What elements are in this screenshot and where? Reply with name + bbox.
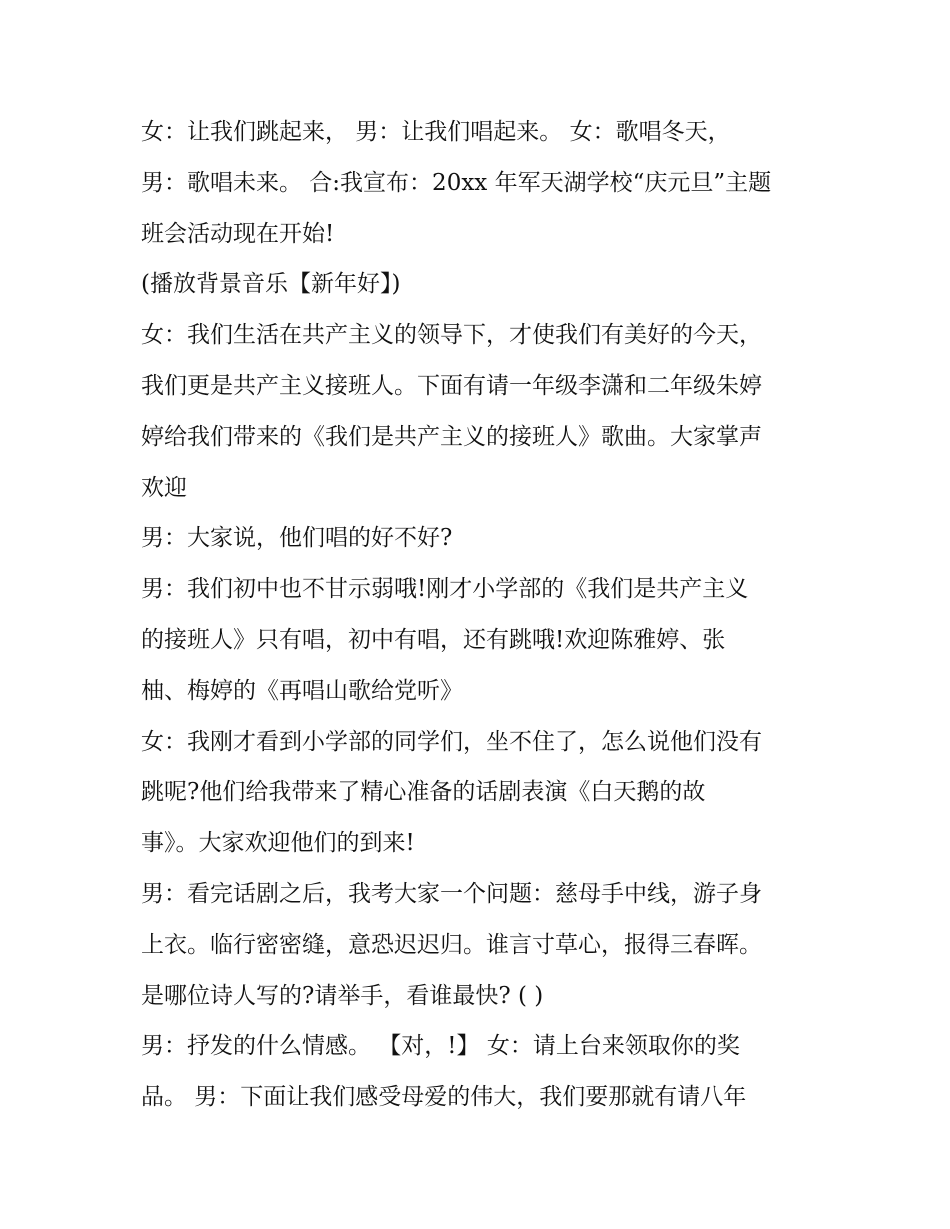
text-line: 欢迎 <box>141 474 187 501</box>
text-line: 品。 男：下面让我们感受母爱的伟大，我们要那就有请八年 <box>141 1084 747 1111</box>
document-body <box>141 107 831 1123</box>
text-line: 我们更是共产主义接班人。下面有请一年级李潇和二年级朱婷 <box>141 372 762 399</box>
text-line: 男：我们初中也不甘示弱哦!刚才小学部的《我们是共产主义 <box>141 576 749 603</box>
text-line: (播放背景音乐【新年好】) <box>141 271 401 298</box>
text-line: 女：让我们跳起来， 男：让我们唱起来。 女：歌唱冬天， <box>141 119 731 145</box>
text-line: 男：看完话剧之后，我考大家一个问题：慈母手中线，游子身 <box>141 880 762 907</box>
text-line: 班会活动现在开始! <box>141 220 335 247</box>
text-line: 男：大家说，他们唱的好不好? <box>141 525 453 552</box>
text-line: 男：歌唱未来。 合:我宣布：20xx 年军天湖学校“庆元旦”主题 <box>141 169 772 196</box>
text-line: 女：我们生活在共产主义的领导下，才使我们有美好的今天， <box>141 322 762 349</box>
text-line: 上衣。临行密密缝，意恐迟迟归。谁言寸草心，报得三春晖。 <box>141 931 762 958</box>
text-line: 事》。大家欢迎他们的到来! <box>141 830 415 857</box>
text-line: 女：我刚才看到小学部的同学们，坐不住了，怎么说他们没有 <box>141 728 762 755</box>
text-line: 的接班人》只有唱，初中有唱，还有跳哦!欢迎陈雅婷、张 <box>141 626 726 653</box>
text-line: 跳呢?他们给我带来了精心准备的话剧表演《白天鹅的故 <box>141 779 706 806</box>
text-line: 婷给我们带来的《我们是共产主义的接班人》歌曲。大家掌声 <box>141 423 762 450</box>
text-line: 柚、梅婷的《再唱山歌给党听》 <box>141 677 463 704</box>
text-line: 是哪位诗人写的?请举手，看谁最快? ( ) <box>141 982 544 1009</box>
text-line: 男：抒发的什么情感。 【对，!】 女：请上台来领取你的奖 <box>141 1033 740 1060</box>
